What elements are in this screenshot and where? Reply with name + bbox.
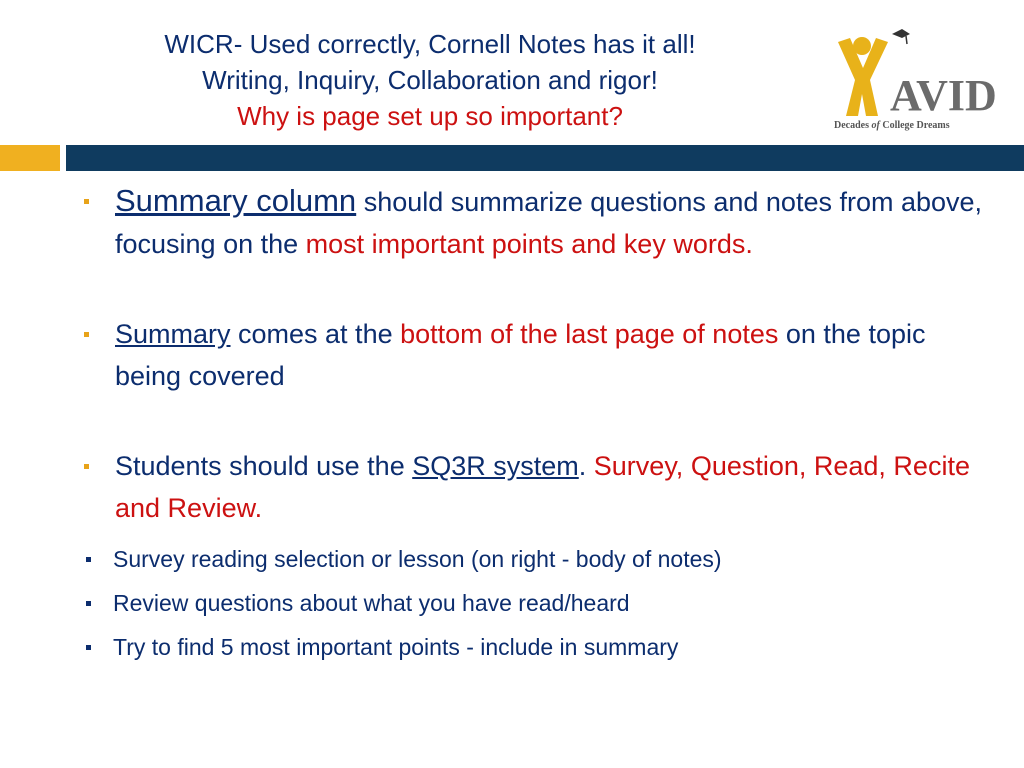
bullet-list: [78, 180, 988, 669]
logo-cap: [892, 29, 910, 38]
bullet-summary-placement: Summary comes at the bottom of the last page of notes on the topic being covered: [78, 313, 988, 397]
bullet-marker: [84, 464, 89, 469]
sq3r-sub-list: [40, 537, 950, 669]
sq3r-steps: Survey, Question, Read, Recite and Review.: [115, 451, 970, 523]
header-band-navy: [66, 145, 1024, 171]
header-band-gold: [0, 145, 60, 171]
sub-bullet-marker: [86, 557, 91, 562]
bullet-marker: [84, 332, 89, 337]
slide-title: [60, 26, 800, 134]
sq3r-term: SQ3R system: [412, 451, 579, 481]
sub-bullet-survey: Survey reading selection or lesson (on right - body of notes): [113, 537, 950, 581]
sub-bullet-marker: [86, 601, 91, 606]
placement-emphasis: bottom of the last page of notes: [400, 319, 779, 349]
logo-wordmark: AVID: [890, 71, 997, 120]
key-points-emphasis: most important points and key words.: [305, 229, 753, 259]
bullet-sq3r: Students should use the SQ3R system. Survey, Question, Read, Recite and Review.: [78, 445, 988, 529]
title-line-3: Why is page set up so important?: [237, 101, 623, 131]
sub-bullet-important-points: Try to find 5 most important points - include in summary: [113, 625, 950, 669]
logo-tagline: Decades of College Dreams: [834, 120, 950, 131]
title-line-2: Writing, Inquiry, Collaboration and rigor!: [202, 65, 658, 95]
avid-logo-graphic: [832, 24, 1002, 134]
bullet-marker: [84, 199, 89, 204]
bullet-summary-column: Summary column should summarize questions and notes from above, focusing on the most important points and key words.: [78, 180, 988, 265]
summary-column-term: Summary column: [115, 183, 357, 218]
avid-logo: [832, 24, 1002, 134]
title-line-1: WICR- Used correctly, Cornell Notes has it all!: [164, 29, 696, 59]
summary-term: Summary: [115, 319, 231, 349]
sub-bullet-marker: [86, 645, 91, 650]
sub-bullet-review: Review questions about what you have read/heard: [113, 581, 950, 625]
